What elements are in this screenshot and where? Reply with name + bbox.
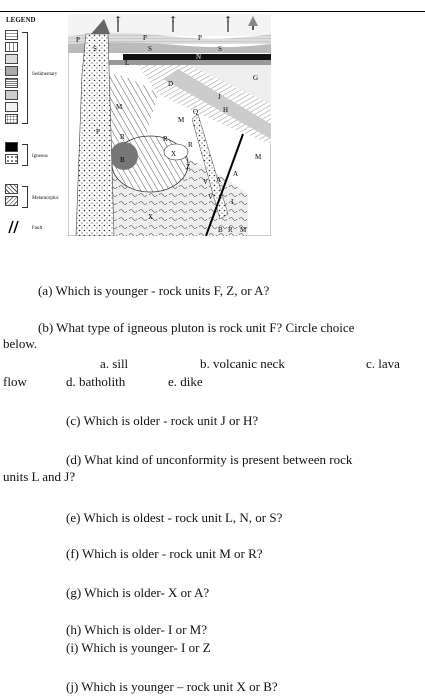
legend-label-igneous: Igneous (32, 154, 48, 159)
label-p: P (198, 34, 202, 42)
label-m: M (116, 103, 123, 111)
question-i: (i) Which is younger- I or Z (66, 640, 211, 655)
label-x: X (148, 213, 154, 221)
legend-swatch-gneiss (5, 184, 18, 194)
legend-swatch-granite (5, 154, 18, 164)
label-b: B (218, 226, 223, 234)
legend-swatch-sandstone (5, 54, 18, 64)
label-r: R (188, 141, 193, 149)
label-r: R (163, 135, 168, 143)
question-a: (a) Which is younger - rock units F, Z, or A? (38, 283, 270, 298)
sedimentary-bracket (22, 32, 28, 124)
label-l: L (125, 59, 130, 67)
question-e: (e) Which is oldest - rock unit L, N, or S? (66, 510, 283, 525)
label-r: R (228, 226, 233, 234)
label-r: R (120, 133, 125, 141)
label-j: J (218, 93, 221, 101)
legend-label-sedimentary: Sedimentary (32, 72, 58, 77)
question-c: (c) Which is older - rock unit J or H? (66, 413, 259, 428)
choice-sill[interactable]: a. sill (100, 356, 129, 371)
geologic-cross-section (68, 14, 271, 236)
label-h: H (223, 106, 229, 114)
label-t: T (171, 16, 176, 24)
label-a: A (233, 170, 239, 178)
metamorphic-bracket (22, 186, 28, 208)
label-s: S (93, 45, 97, 53)
legend-swatch-limestone (5, 42, 18, 52)
label-v: V (203, 178, 209, 186)
label-v: V (208, 193, 214, 201)
legend-swatch-schist (5, 196, 18, 206)
label-s: S (218, 45, 222, 53)
label-m: M (240, 226, 247, 234)
label-n: N (196, 53, 202, 61)
label-g: G (253, 74, 259, 82)
choice-lava[interactable]: c. lava (366, 356, 400, 371)
legend (2, 14, 67, 244)
label-s: S (148, 45, 152, 53)
legend-label-fault: Fault (32, 226, 43, 231)
legend-swatch-shale (5, 30, 18, 40)
igneous-bracket (22, 144, 28, 166)
label-p: P (143, 34, 147, 42)
legend-swatch-basalt (5, 142, 18, 152)
legend-swatch-conglomerate (5, 102, 18, 112)
legend-swatch-dolomite (5, 90, 18, 100)
layer-l (108, 60, 271, 65)
choice-batholith[interactable]: d. batholith (66, 374, 126, 389)
label-q: Q (193, 108, 199, 116)
label-m: M (255, 153, 262, 161)
label-z: Z (186, 163, 191, 171)
label-d: D (168, 80, 174, 88)
label-i: I (231, 198, 234, 206)
fault-symbol-icon (5, 220, 21, 234)
label-t: T (116, 16, 121, 24)
choice-dike[interactable]: e. dike (168, 374, 203, 389)
question-b-line2: below. (3, 336, 38, 351)
legend-title: LEGEND (6, 16, 36, 24)
legend-swatch-mudstone (5, 78, 18, 88)
label-b: B (120, 156, 125, 164)
label-t: T (226, 16, 231, 24)
label-x: X (171, 150, 177, 158)
label-a: A (216, 176, 222, 184)
choice-volcanic-neck[interactable]: b. volcanic neck (200, 356, 285, 371)
question-f: (f) Which is older - rock unit M or R? (66, 546, 263, 561)
legend-label-metamorphic: Metamorphic (32, 196, 59, 201)
choice-lava-flow[interactable]: flow (3, 374, 27, 389)
legend-swatch-siltstone (5, 66, 18, 76)
question-d-line2: units L and J? (3, 469, 76, 484)
label-p: P (76, 36, 80, 44)
top-rule (0, 11, 425, 12)
label-f: F (96, 128, 100, 136)
question-h: (h) Which is older- I or M? (66, 622, 208, 637)
question-b-line1: (b) What type of igneous pluton is rock unit F? Circle choice (38, 320, 355, 335)
question-g: (g) Which is older- X or A? (66, 585, 210, 600)
label-m: M (178, 116, 185, 124)
legend-swatch-breccia (5, 114, 18, 124)
question-j: (j) Which is younger – rock unit X or B? (66, 679, 278, 694)
question-d-line1: (d) What kind of unconformity is present between rock (66, 452, 353, 467)
